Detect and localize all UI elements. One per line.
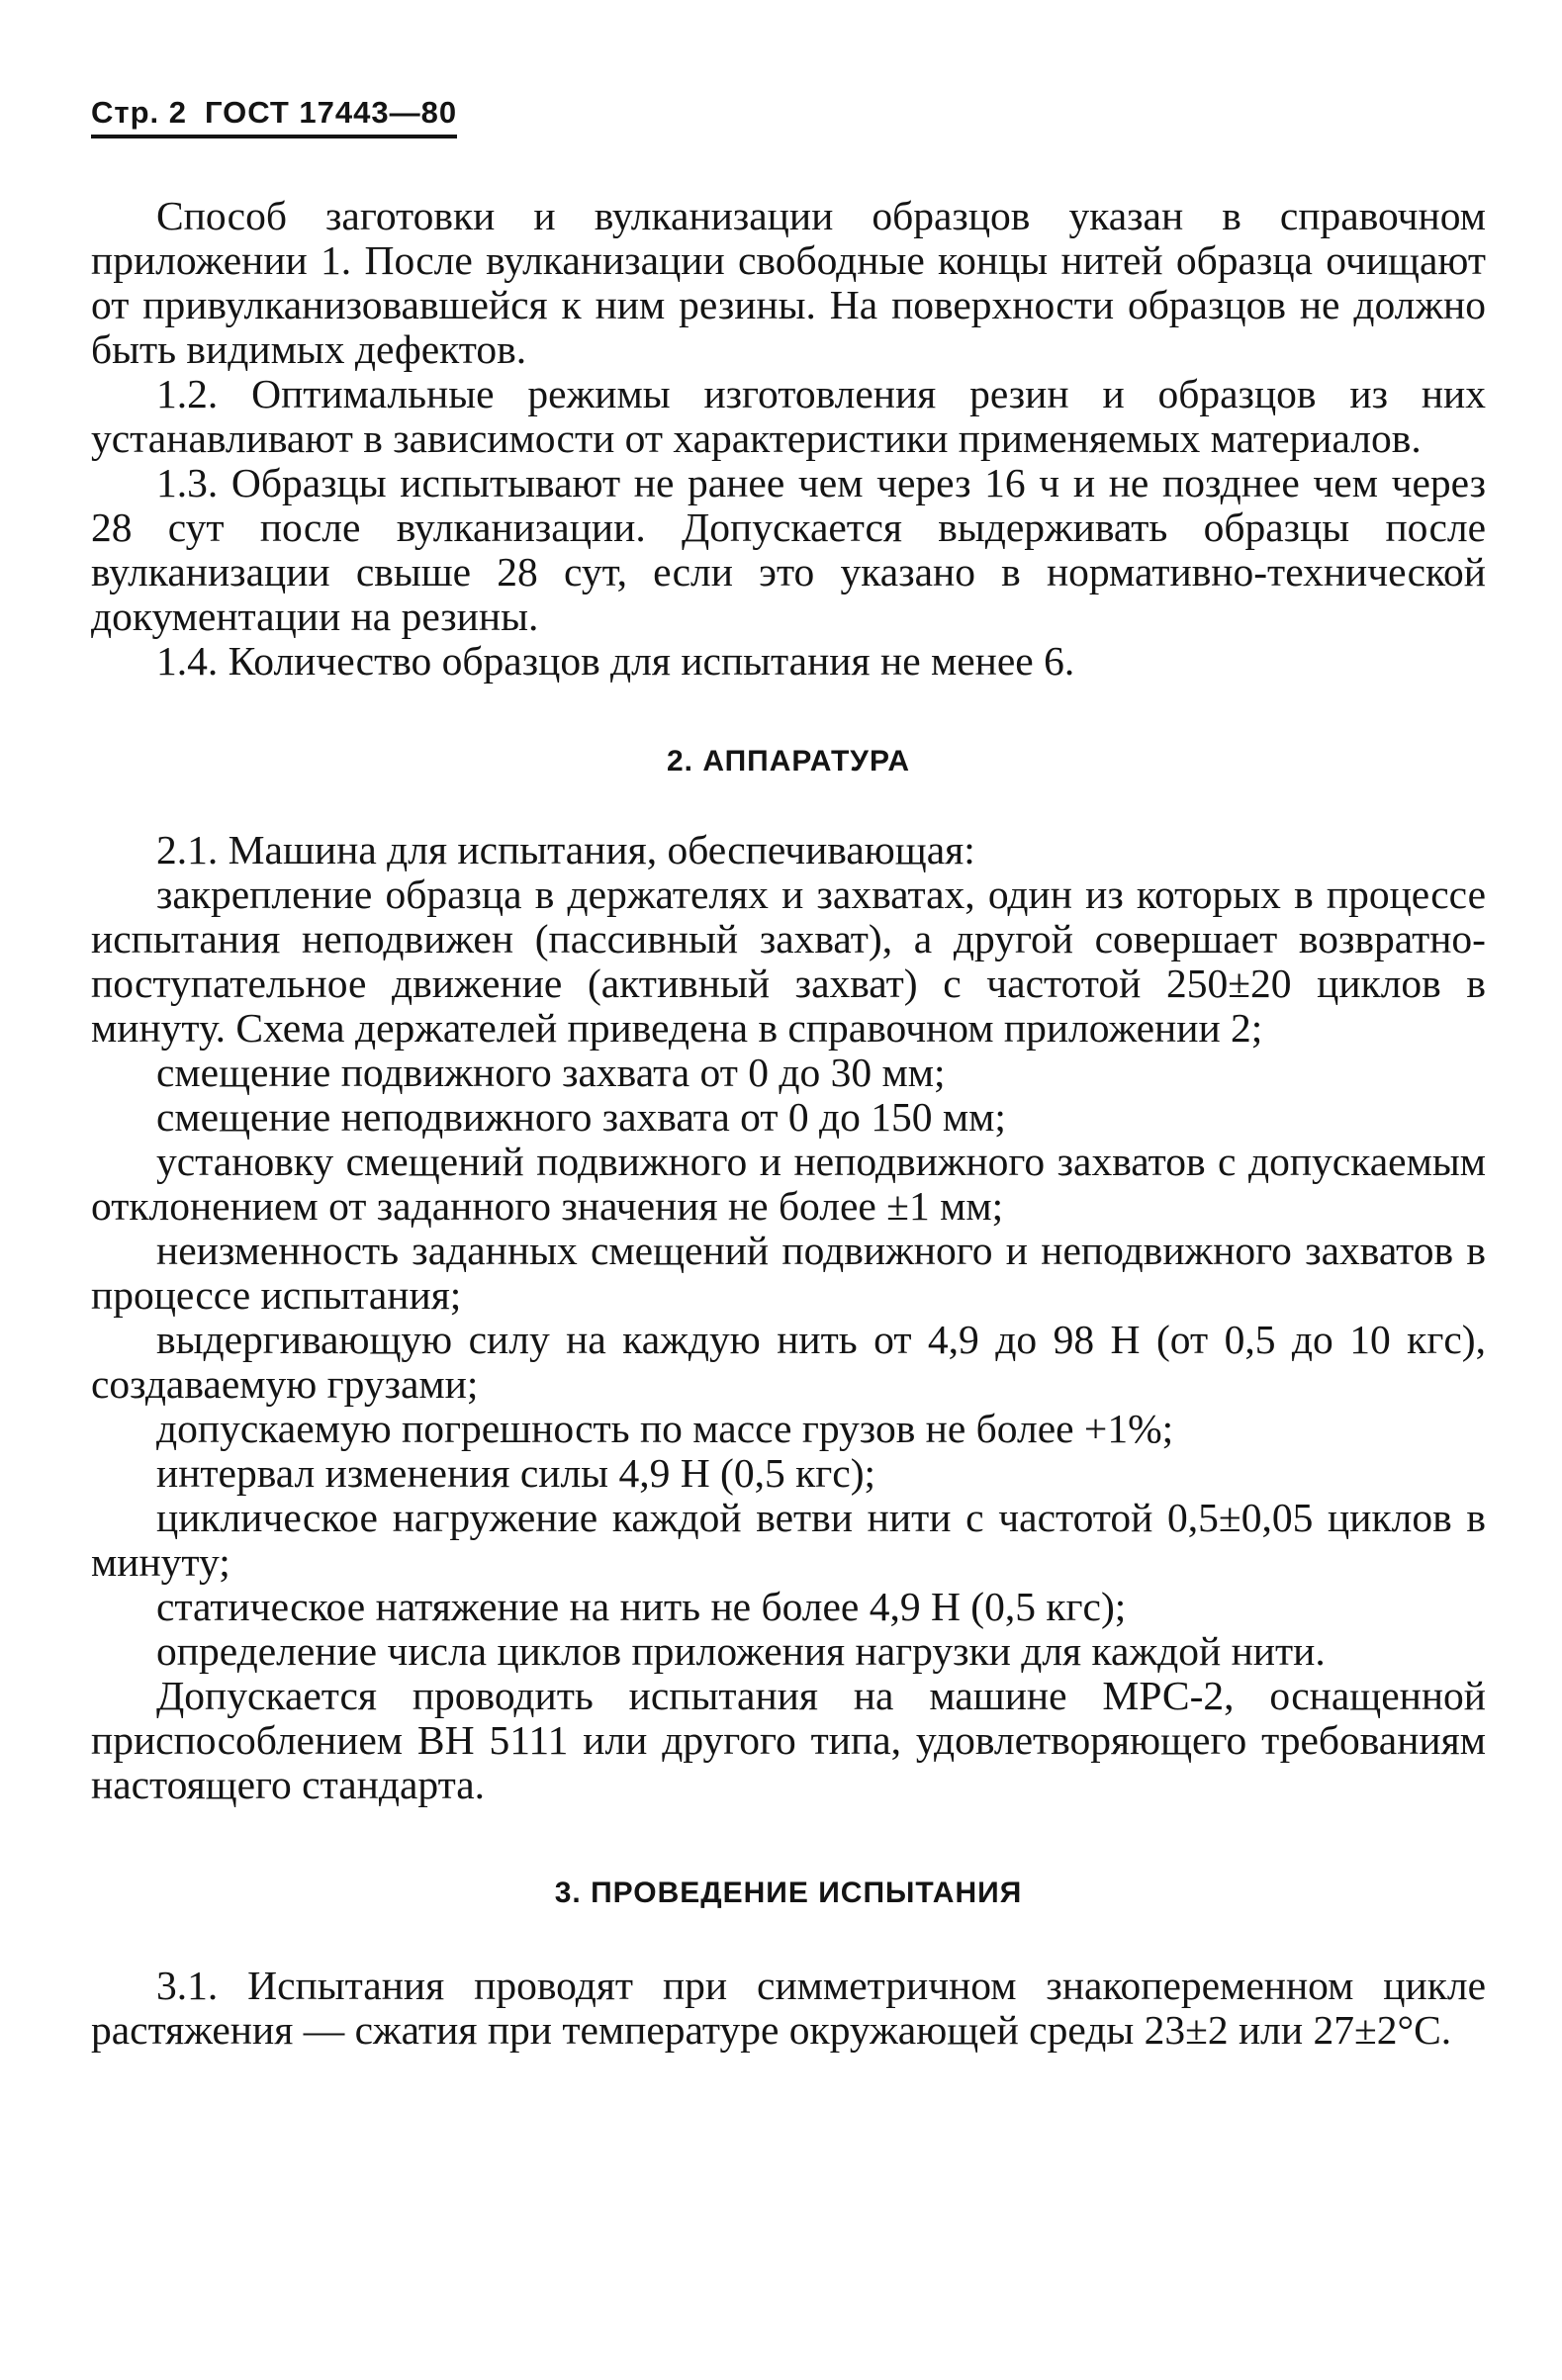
- paragraph-3-1: 3.1. Испытания проводят при симметричном знакопеременном цикле растяжения — сжатия при температуре окружающей среды 23±2 или 27±2°С.: [91, 1963, 1486, 2053]
- paragraph-allowance: Допускается проводить испытания на машине МРС-2, оснащенной приспособлением ВН 5111 или другого типа, удовлетворяющего требованиям настоящего стандарта.: [91, 1673, 1486, 1807]
- list-item: неизменность заданных смещений подвижного и неподвижного захватов в процессе испытания;: [91, 1228, 1486, 1318]
- list-item: интервал изменения силы 4,9 Н (0,5 кгс);: [156, 1450, 876, 1496]
- section-2-body: [91, 828, 1486, 1807]
- section-3-title: 3. ПРОВЕДЕНИЕ ИСПЫТАНИЯ: [554, 1877, 1023, 1909]
- intro-section: [91, 194, 1486, 684]
- list-item: определение числа циклов приложения нагрузки для каждой нити.: [156, 1628, 1326, 1674]
- list-item: закрепление образца в держателях и захватах, один из которых в процессе испытания неподвижен (пассивный захват), а другой совершает возвратно-поступательное движение (активный захват) с частотой 250±20 циклов в минуту. Схема держателей приведена в справочном приложении 2;: [91, 871, 1486, 1051]
- list-item: допускаемую погрешность по массе грузов не более +1%;: [156, 1406, 1174, 1451]
- paragraph-2-1: 2.1. Машина для испытания, обеспечивающая:: [156, 827, 975, 872]
- list-item: смещение подвижного захвата от 0 до 30 мм;: [156, 1050, 946, 1095]
- list-item: статическое натяжение на нить не более 4,9 Н (0,5 кгс);: [156, 1584, 1127, 1629]
- list-item: выдергивающую силу на каждую нить от 4,9 до 98 Н (от 0,5 до 10 кгс), создаваемую грузами;: [91, 1317, 1486, 1407]
- paragraph-1-4: 1.4. Количество образцов для испытания не менее 6.: [156, 638, 1075, 684]
- list-item: установку смещений подвижного и неподвижного захватов с допускаемым отклонением от заданного значения не более ±1 мм;: [91, 1139, 1486, 1229]
- list-item: смещение неподвижного захвата от 0 до 150 мм;: [156, 1094, 1006, 1140]
- paragraph: Способ заготовки и вулканизации образцов указан в справочном приложении 1. После вулканизации свободные концы нитей образца очищают от привулканизовавшейся к ним резины. На поверхности образцов не должно быть видимых дефектов.: [91, 193, 1486, 372]
- running-header: [91, 95, 457, 138]
- paragraph-1-3: 1.3. Образцы испытывают не ранее чем через 16 ч и не позднее чем через 28 сут после вулканизации. Допускается выдерживать образцы после вулканизации свыше 28 сут, если это указано в нормативно-технической документации на резины.: [91, 460, 1486, 639]
- document-page: [91, 95, 1486, 2053]
- paragraph-1-2: 1.2. Оптимальные режимы изготовления резин и образцов из них устанавливают в зависимости от характеристики применяемых материалов.: [91, 371, 1486, 461]
- section-2-title: 2. АППАРАТУРА: [667, 745, 910, 778]
- section-3-body: [91, 1964, 1486, 2053]
- standard-number: ГОСТ 17443—80: [204, 95, 458, 130]
- page-number: Стр. 2: [91, 95, 187, 130]
- list-item: циклическое нагружение каждой ветви нити с частотой 0,5±0,05 циклов в минуту;: [91, 1495, 1486, 1585]
